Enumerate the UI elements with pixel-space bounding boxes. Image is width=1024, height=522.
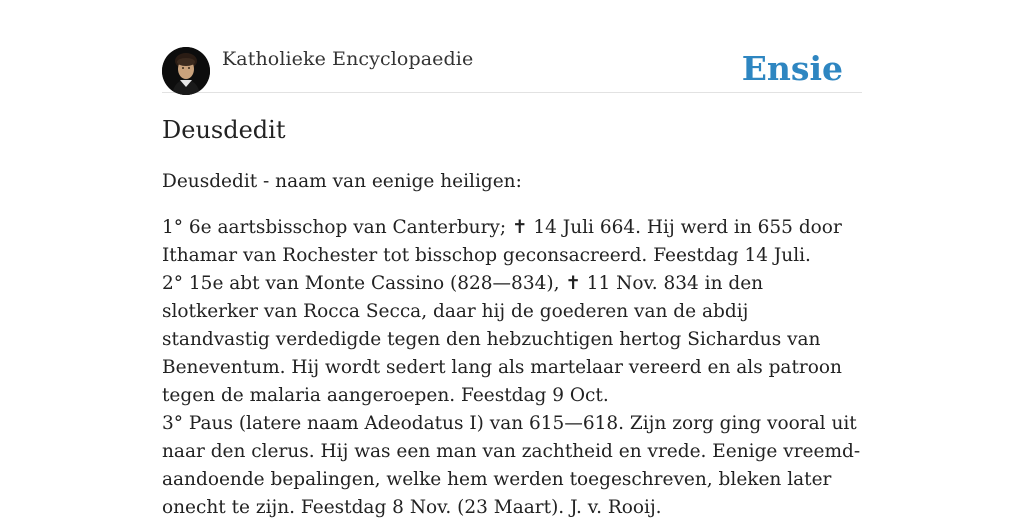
- article-intro: Deusdedit - naam van eenige heiligen:: [162, 171, 522, 192]
- article-body: 1° 6e aartsbisschop van Canterbury; ✝ 14 Juli 664. Hij werd in 655 door Ithamar van Rochester tot bisschop geconsacreerd. Feestdag 14 Juli. 2° 15e abt van Monte Cassino (828—834), ✝ 11 Nov. 834 in den slotkerker van Rocca Secca, daar hij de goederen van de abdij standvastig verdedigde tegen den hebzuchtigen hertog Sichardus van Beneventum. Hij wordt sedert lang als martelaar vereerd en als patroon tegen de malaria aangeroepen. Feestdag 9 Oct. 3° Paus (latere naam Adeodatus I) van 615—618. Zijn zorg ging vooral uit naar den clerus. Hij was een man van zachtheid en vrede. Eenige vreemd-aandoende bepalingen, welke hem werden toegeschreven, bleken later onecht te zijn. Feestdag 8 Nov. (23 Maart). J. v. Rooij.: [162, 217, 861, 518]
- site-name-link[interactable]: Katholieke Encyclopaedie: [222, 48, 474, 70]
- portrait-avatar-graphic: [162, 47, 210, 95]
- portrait-avatar-icon[interactable]: [162, 47, 210, 95]
- page-title: Deusdedit: [162, 116, 286, 144]
- ensie-logo[interactable]: Ensie: [741, 49, 843, 88]
- header: [162, 45, 862, 93]
- article-content: [162, 168, 862, 522]
